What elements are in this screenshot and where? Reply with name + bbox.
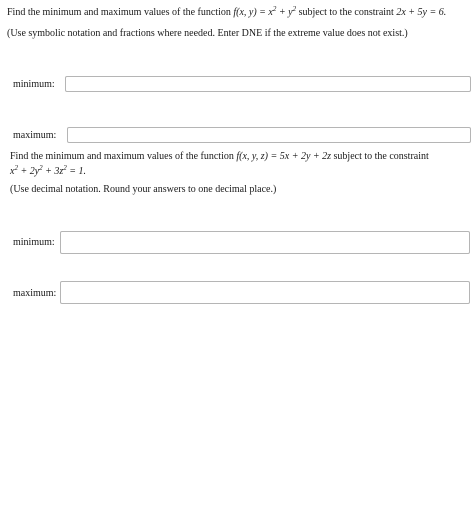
problem1-prompt	[7, 7, 446, 19]
problem2-minimum-input[interactable]	[60, 231, 470, 254]
problem2-prompt-text: Find the minimum and maximum values of the function	[10, 151, 234, 162]
problem1-note: (Use symbolic notation and fractions where needed. Enter DNE if the extreme value does not exist.)	[7, 28, 408, 39]
problem1-maximum-label: maximum:	[13, 130, 57, 141]
problem2-maximum-label: maximum:	[13, 288, 57, 299]
problem2-minimum-label: minimum:	[13, 237, 55, 248]
problem1-prompt-text: Find the minimum and maximum values of the function	[7, 7, 231, 18]
problem1-function: f(x, $y) = x^2 + y^2$	[233, 5, 297, 18]
problem1-minimum-input[interactable]	[65, 76, 471, 92]
problem2-constraint-text: subject to the constraint	[331, 151, 429, 162]
problem2-prompt	[10, 151, 429, 163]
problem2-function: f(x, y, z) = 5x + 2y + 2z	[236, 151, 332, 162]
problem1-constraint-text: subject to the constraint	[296, 7, 397, 18]
problem1-minimum-label: minimum:	[13, 79, 55, 90]
problem1-constraint: 2x + 5y = 6.	[396, 7, 447, 18]
problem1-maximum-input[interactable]	[67, 127, 471, 143]
problem2-maximum-input[interactable]	[60, 281, 470, 304]
problem2-note: (Use decimal notation. Round your answers to one decimal place.)	[10, 184, 277, 195]
problem2-constraint: $x^2 + 2y^2 + 3z^2 = 1$.	[10, 164, 87, 177]
